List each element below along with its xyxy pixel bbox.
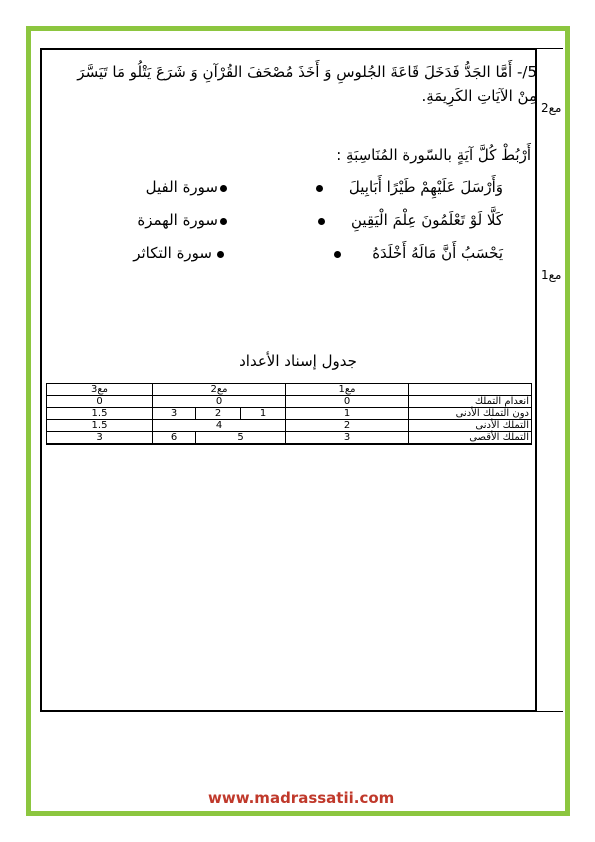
table-title: جدول إسناد الأعداد — [239, 352, 357, 370]
table-row — [47, 420, 532, 432]
surah-2-dot[interactable] — [220, 218, 227, 225]
table-row-label: التملك الأقصى — [409, 432, 532, 445]
footer-website[interactable]: www.madrassatii.com — [208, 789, 395, 807]
table-row-label: دون التملك الأدنى — [409, 408, 532, 420]
table-cell: 4 — [153, 420, 286, 432]
table-row-label: انعدام التملك — [409, 396, 532, 408]
surah-1: سورة الفيل — [145, 178, 218, 196]
table-header-blank — [409, 384, 532, 396]
table-cell: 6 — [153, 432, 196, 445]
table-cell: 3 — [47, 432, 153, 445]
matching-instruction: أَرْبُطْ كُلَّ آيَةٍ بالسّورة المُنَاسِبَةِ : — [336, 146, 531, 164]
table-header-row — [47, 384, 532, 396]
table-cell: 1 — [286, 408, 409, 420]
table-row-label: التملك الأدنى — [409, 420, 532, 432]
table-cell: 3 — [286, 432, 409, 445]
table-row — [47, 396, 532, 408]
criterion-label-1: مع1 — [541, 268, 562, 282]
table-header-cell: مع1 — [286, 384, 409, 396]
table-cell: 0 — [153, 396, 286, 408]
table-cell: 5 — [196, 432, 286, 445]
verse-1-dot[interactable] — [316, 185, 323, 192]
surah-3: سورة التكاثر — [133, 244, 212, 262]
table-cell: 2 — [196, 408, 241, 420]
surah-1-dot[interactable] — [220, 185, 227, 192]
table-cell: 2 — [286, 420, 409, 432]
verse-1: وَأَرْسَلَ عَلَيْهِمْ طَيْرًا أَبَابِيلَ — [348, 178, 503, 196]
verse-3: يَحْسَبُ أَنَّ مَالَهُ أَخْلَدَهُ — [372, 244, 503, 262]
table-cell: 0 — [47, 396, 153, 408]
table-cell: 3 — [153, 408, 196, 420]
verse-2-dot[interactable] — [318, 218, 325, 225]
table-header-cell: مع3 — [47, 384, 153, 396]
table-cell: 1.5 — [47, 408, 153, 420]
table-row — [47, 432, 532, 445]
table-cell: 1 — [241, 408, 286, 420]
table-cell: 1.5 — [47, 420, 153, 432]
verse-2: كَلَّا لَوْ تَعْلَمُونَ عِلْمَ الْيَقِينِ — [351, 211, 503, 229]
grading-table — [46, 383, 532, 445]
surah-3-dot[interactable] — [217, 251, 224, 258]
question-5-text: 5/- أَمَّا الجَدُّ فَدَخَلَ قَاعَةَ الجُلوسِ وَ أَخَذَ مُصْحَفَ القُرْآنِ وَ شَرَعَ يَتْلُو مَا تَيَسَّرَ مِنْ الآيَاتِ الكَرِيمَةِ. — [77, 63, 537, 105]
table-header-cell: مع2 — [153, 384, 286, 396]
table-cell: 0 — [286, 396, 409, 408]
criterion-label-2: مع2 — [541, 101, 562, 115]
table-row — [47, 408, 532, 420]
verse-3-dot[interactable] — [334, 251, 341, 258]
criteria-column — [536, 48, 563, 712]
surah-2: سورة الهمزة — [137, 211, 218, 229]
